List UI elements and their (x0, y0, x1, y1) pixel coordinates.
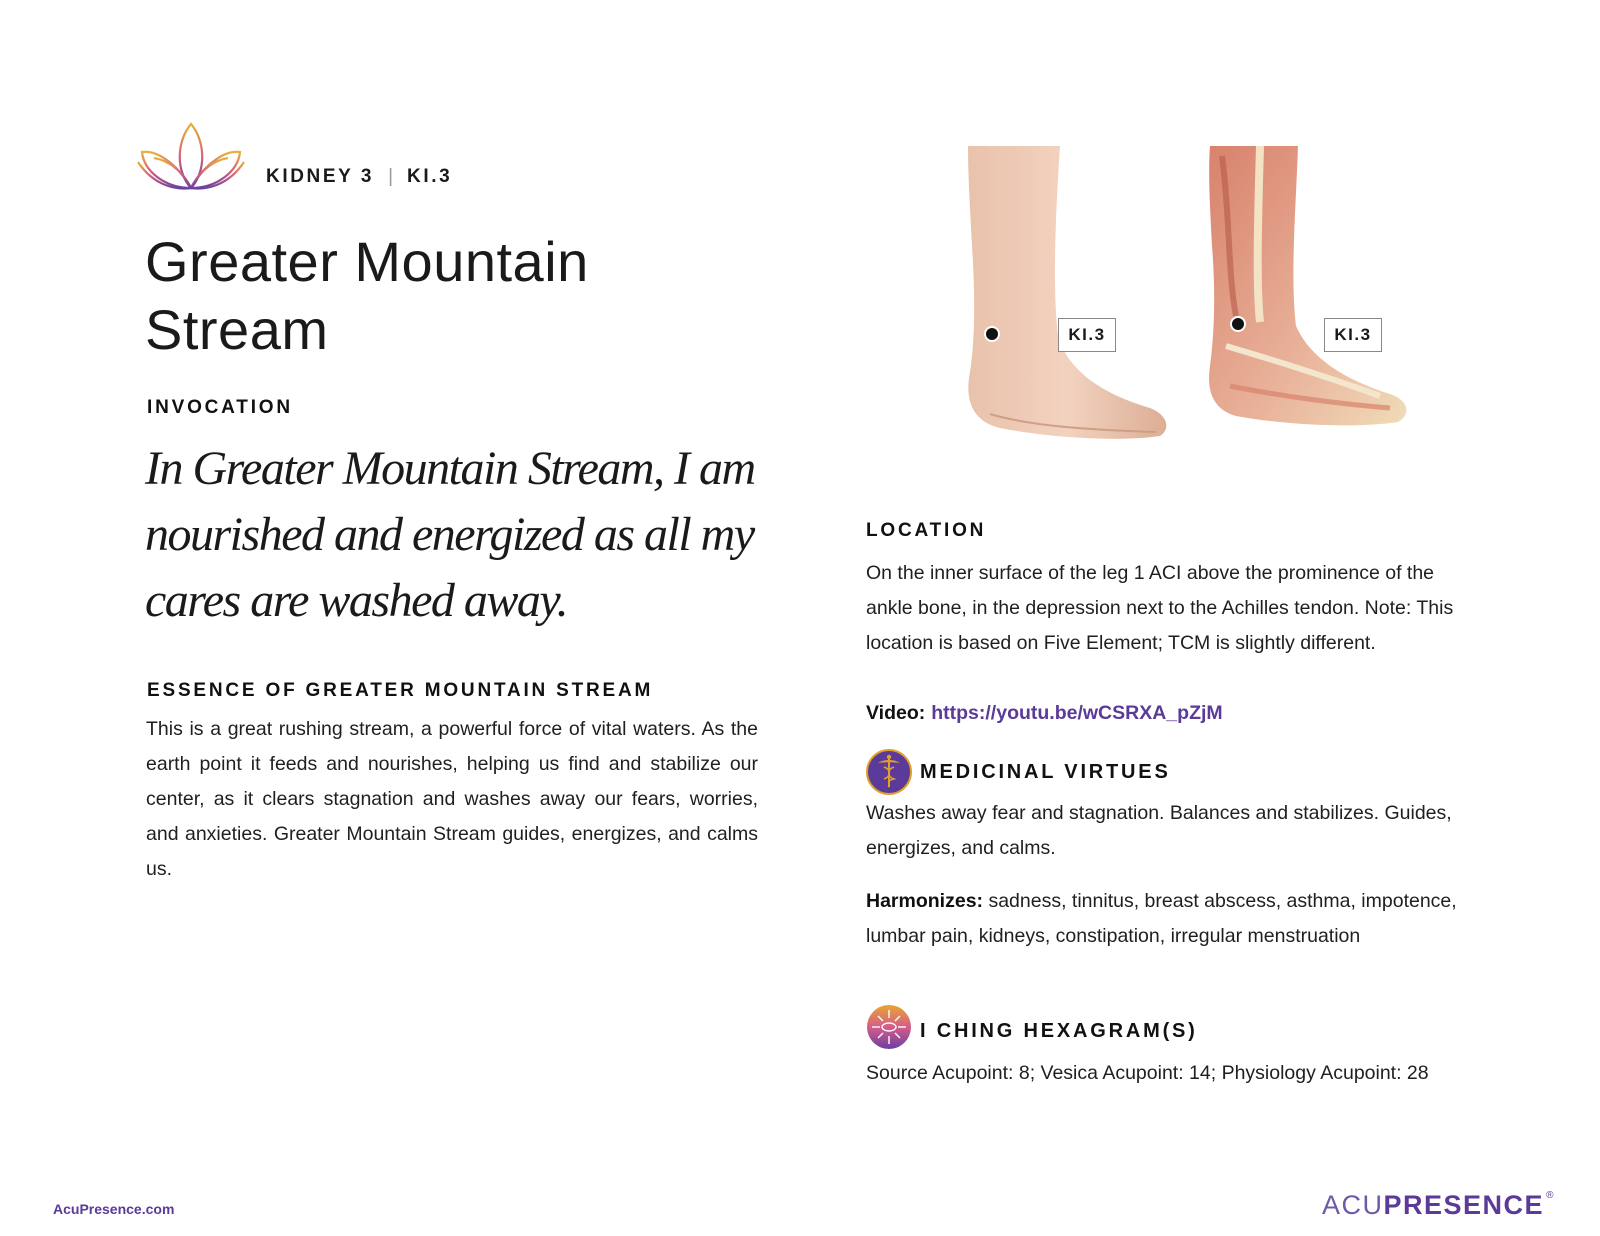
video-line (866, 696, 1223, 731)
brand-registered-mark: ® (1546, 1190, 1555, 1201)
ki3-point-marker-right (1231, 317, 1245, 331)
iching-heading: I CHING HEXAGRAM(S) (920, 1020, 1198, 1042)
lotus-logo-icon (136, 122, 246, 194)
location-heading: LOCATION (866, 520, 987, 541)
title-line-2: Stream (145, 298, 329, 361)
point-code: KI.3 (407, 166, 453, 187)
title-line-1: Greater Mountain (145, 230, 589, 293)
ki3-point-marker-left (985, 327, 999, 341)
brand-logo (1322, 1190, 1555, 1221)
ki3-label-left: KI.3 (1058, 318, 1116, 352)
video-label: Video: (866, 702, 926, 724)
invocation-heading: INVOCATION (147, 397, 293, 418)
harmonizes-text (866, 884, 1476, 954)
essence-heading: ESSENCE OF GREATER MOUNTAIN STREAM (147, 680, 654, 701)
hexagram-icon (866, 1004, 912, 1050)
foot-illustration (960, 146, 1430, 456)
medicinal-heading: MEDICINAL VIRTUES (920, 761, 1171, 783)
iching-text: Source Acupoint: 8; Vesica Acupoint: 14; Physiology Acupoint: 28 (866, 1062, 1429, 1084)
foot-anatomy-shape (1209, 146, 1406, 425)
separator: | (388, 166, 394, 187)
footer-site-link[interactable]: AcuPresence.com (53, 1201, 175, 1217)
point-name: KIDNEY 3 (266, 166, 375, 187)
page-title (145, 228, 745, 364)
point-identifier (266, 166, 452, 188)
brand-light: ACU (1322, 1190, 1384, 1220)
foot-skin-shape (968, 146, 1166, 439)
medicinal-text: Washes away fear and stagnation. Balances and stabilizes. Guides, energizes, and calms. (866, 802, 1452, 859)
brand-bold: PRESENCE (1383, 1190, 1545, 1220)
invocation-text: In Greater Mountain Stream, I am nourished and energized as all my cares are washed away. (145, 442, 755, 627)
location-text: On the inner surface of the leg 1 ACI above the prominence of the ankle bone, in the depression next to the Achilles tendon. Note: This location is based on Five Element; TCM is slightly different. (866, 562, 1454, 654)
essence-text: This is a great rushing stream, a powerful force of vital waters. As the earth point it feeds and nourishes, helping us find and stabilize our center, as it clears stagnation and washes away our fears, worries, and anxieties. Greater Mountain Stream guides, energizes, and calms us. (146, 718, 758, 880)
caduceus-icon (866, 749, 912, 795)
harmonizes-list: sadness, tinnitus, breast abscess, asthma, impotence, lumbar pain, kidneys, constipation, irregular menstruation (866, 890, 1457, 947)
video-link[interactable]: https://youtu.be/wCSRXA_pZjM (931, 702, 1223, 724)
ki3-label-right: KI.3 (1324, 318, 1382, 352)
harmonizes-label: Harmonizes: (866, 890, 984, 912)
